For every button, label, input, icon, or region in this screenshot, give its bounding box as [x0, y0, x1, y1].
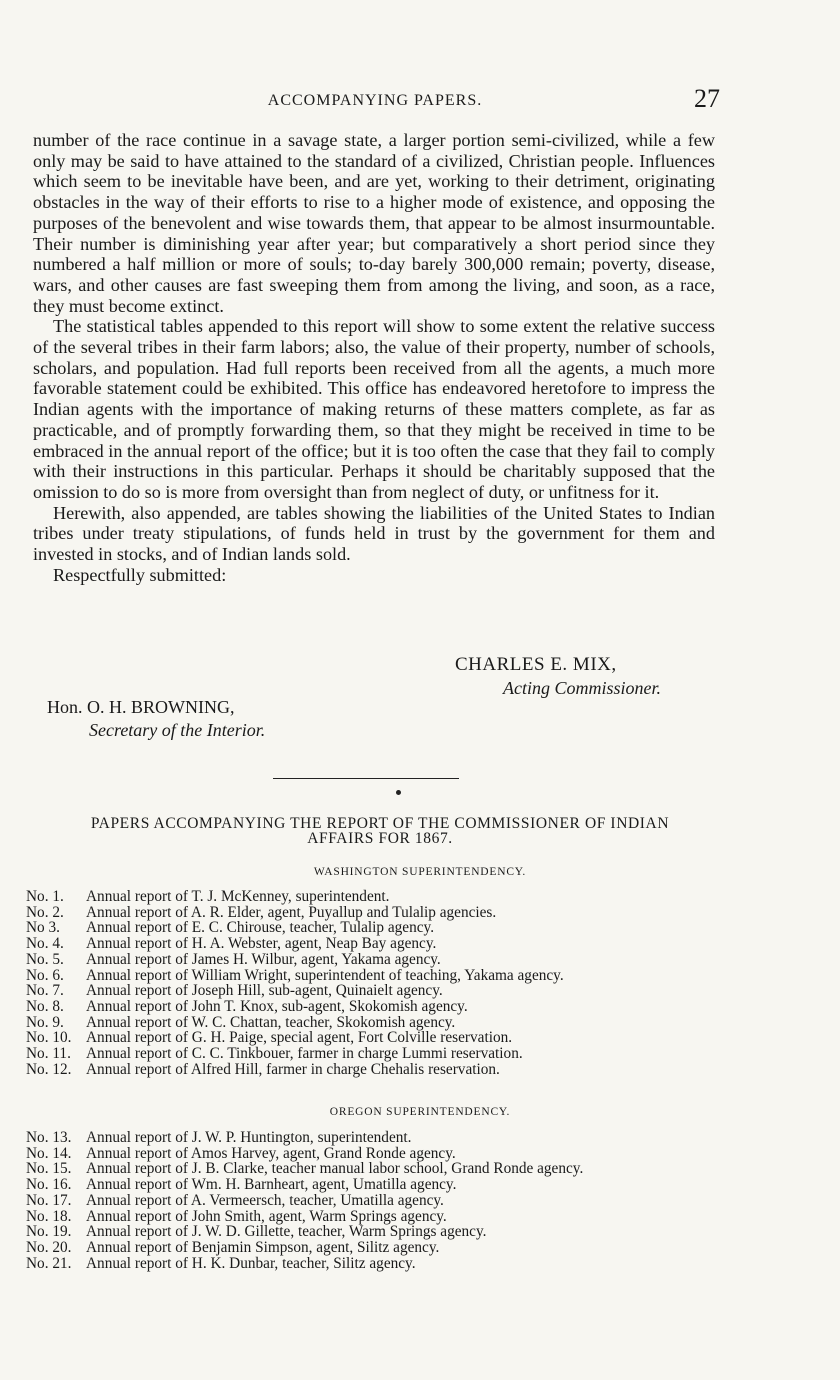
papers-title-line-1: PAPERS ACCOMPANYING THE REPORT OF THE COMMISSIONER OF INDIAN [90, 815, 670, 832]
paragraph-statistical-tables: The statistical tables appended to this report will show to some extent the relative success of the several tribes in their farm labors; also, the value of their property, number of schools, scholars, and population. Had full reports been received from all the agents, a much more favorable statement could be exhibited. This office has endeavored heretofore to impress the Indian agents with the importance of making returns of these matters complete, as far as practicable, and of promptly forwarding them, so that they might be received in time to be embraced in the annual report of the office; but it is too often the case that they fail to comply with their instructions in this particular. Perhaps it should be charitably supposed that the omission to do so is more from oversight than from neglect of duty, or unfitness for it. [33, 316, 715, 502]
item-text: Annual report of H. K. Dunbar, teacher, Silitz agency. [86, 1254, 416, 1272]
item-number: No. 19. [26, 1223, 72, 1241]
item-number: No. 14. [26, 1144, 72, 1162]
list-item [26, 1256, 746, 1272]
item-number: No. 17. [26, 1191, 72, 1209]
item-text: Annual report of Wm. H. Barnheart, agent, Umatilla agency. [86, 1176, 457, 1194]
item-number: No. 4. [26, 935, 64, 953]
page-number: 27 [694, 84, 720, 113]
list-item [26, 1240, 746, 1256]
item-number: No. 12. [26, 1060, 72, 1078]
item-number: No. 11. [26, 1045, 71, 1063]
list-item [26, 1224, 746, 1240]
running-header [30, 84, 720, 120]
item-number: No. 6. [26, 966, 64, 984]
washington-list [26, 889, 746, 1077]
item-text: Annual report of John T. Knox, sub-agent, Skokomish agency. [86, 997, 468, 1015]
divider-dot [396, 790, 401, 795]
papers-title-line-2: AFFAIRS FOR 1867. [307, 830, 453, 847]
item-text: Annual report of G. H. Paige, special agent, Fort Colville reservation. [86, 1029, 513, 1047]
list-item [26, 1177, 746, 1193]
oregon-heading: OREGON SUPERINTENDENCY. [329, 1106, 511, 1118]
list-item [26, 1209, 746, 1225]
list-item [26, 920, 746, 936]
signatory-title: Acting Commissioner. [503, 678, 662, 698]
item-number: No. 9. [26, 1013, 64, 1031]
item-number: No. 2. [26, 903, 64, 921]
item-text: Annual report of E. C. Chirouse, teacher, Tulalip agency. [86, 919, 435, 937]
list-item [26, 1193, 746, 1209]
item-text: Annual report of John Smith, agent, Warm Springs agency. [86, 1207, 447, 1225]
list-item [26, 1161, 746, 1177]
list-item [26, 968, 746, 984]
item-number: No. 5. [26, 950, 64, 968]
paragraph-continued: number of the race continue in a savage state, a larger portion semi-civilized, while a few only may be said to have attained to the standard of a civilized, Christian people. Influences which seem to be inevitable have been, and are yet, working to their detriment, originating obstacles in the way of their efforts to rise to a higher mode of existence, and opposing the purposes of the benevolent and wise towards them, that appear to be almost insurmountable. Their number is diminishing year after year; but comparatively a short period since they numbered a half million or more of souls; to-day barely 300,000 remain; poverty, disease, wars, and other causes are fast sweeping them from among the living, and soon, as a race, they must become extinct. [33, 130, 715, 316]
closing-line: Respectfully submitted: [53, 564, 227, 585]
item-number: No. 8. [26, 997, 64, 1015]
section-divider [273, 778, 459, 779]
list-item [26, 905, 746, 921]
signatory-name: CHARLES E. MIX, [455, 654, 617, 675]
item-number: No. 21. [26, 1254, 72, 1272]
letter-body [33, 130, 715, 585]
item-text: Annual report of William Wright, superintendent of teaching, Yakama agency. [86, 966, 564, 984]
signature-block [455, 654, 715, 699]
list-item [26, 889, 746, 905]
list-item [26, 936, 746, 952]
list-item [26, 1015, 746, 1031]
list-item [26, 1130, 746, 1146]
item-text: Annual report of J. W. D. Gillette, teacher, Warm Springs agency. [86, 1223, 487, 1241]
item-number: No. 10. [26, 1029, 72, 1047]
item-text: Annual report of J. B. Clarke, teacher manual labor school, Grand Ronde agency. [86, 1160, 584, 1178]
item-text: Annual report of Alfred Hill, farmer in charge Chehalis reservation. [86, 1060, 500, 1078]
list-item [26, 983, 746, 999]
item-text: Annual report of Benjamin Simpson, agent, Silitz agency. [86, 1238, 440, 1256]
list-item [26, 999, 746, 1015]
item-number: No. 18. [26, 1207, 72, 1225]
addressee-name: Hon. O. H. BROWNING, [47, 697, 235, 717]
list-item [26, 1062, 746, 1078]
item-number: No 3. [26, 919, 60, 937]
papers-title [20, 816, 740, 846]
item-number: No. 1. [26, 888, 64, 905]
addressee-title: Secretary of the Interior. [89, 720, 266, 740]
item-text: Annual report of A. Vermeersch, teacher, Umatilla agency. [86, 1191, 444, 1209]
list-item [26, 1030, 746, 1046]
header-title: ACCOMPANYING PAPERS. [267, 92, 483, 109]
oregon-list [26, 1130, 746, 1271]
list-item [26, 952, 746, 968]
item-text: Annual report of Amos Harvey, agent, Grand Ronde agency. [86, 1144, 456, 1162]
item-number: No. 16. [26, 1176, 72, 1194]
item-text: Annual report of Joseph Hill, sub-agent, Quinaielt agency. [86, 982, 443, 1000]
item-number: No. 20. [26, 1238, 72, 1256]
item-text: Annual report of H. A. Webster, agent, Neap Bay agency. [86, 935, 437, 953]
item-text: Annual report of C. C. Tinkbouer, farmer in charge Lummi reservation. [86, 1045, 523, 1063]
list-item [26, 1046, 746, 1062]
addressee-block [47, 697, 447, 741]
item-text: Annual report of J. W. P. Huntington, superintendent. [86, 1129, 412, 1146]
item-text: Annual report of James H. Wilbur, agent, Yakama agency. [86, 950, 441, 968]
item-text: Annual report of A. R. Elder, agent, Puyallup and Tulalip agencies. [86, 903, 497, 921]
item-number: No. 15. [26, 1160, 72, 1178]
item-text: Annual report of W. C. Chattan, teacher, Skokomish agency. [86, 1013, 456, 1031]
washington-heading: WASHINGTON SUPERINTENDENCY. [313, 866, 527, 878]
paragraph-appended-tables: Herewith, also appended, are tables showing the liabilities of the United States to Indian tribes under treaty stipulations, of funds held in trust by the government for them and invested in stocks, and of Indian lands sold. [33, 502, 715, 565]
item-text: Annual report of T. J. McKenney, superintendent. [86, 888, 390, 905]
list-item [26, 1146, 746, 1162]
item-number: No. 7. [26, 982, 64, 1000]
item-number: No. 13. [26, 1129, 72, 1146]
